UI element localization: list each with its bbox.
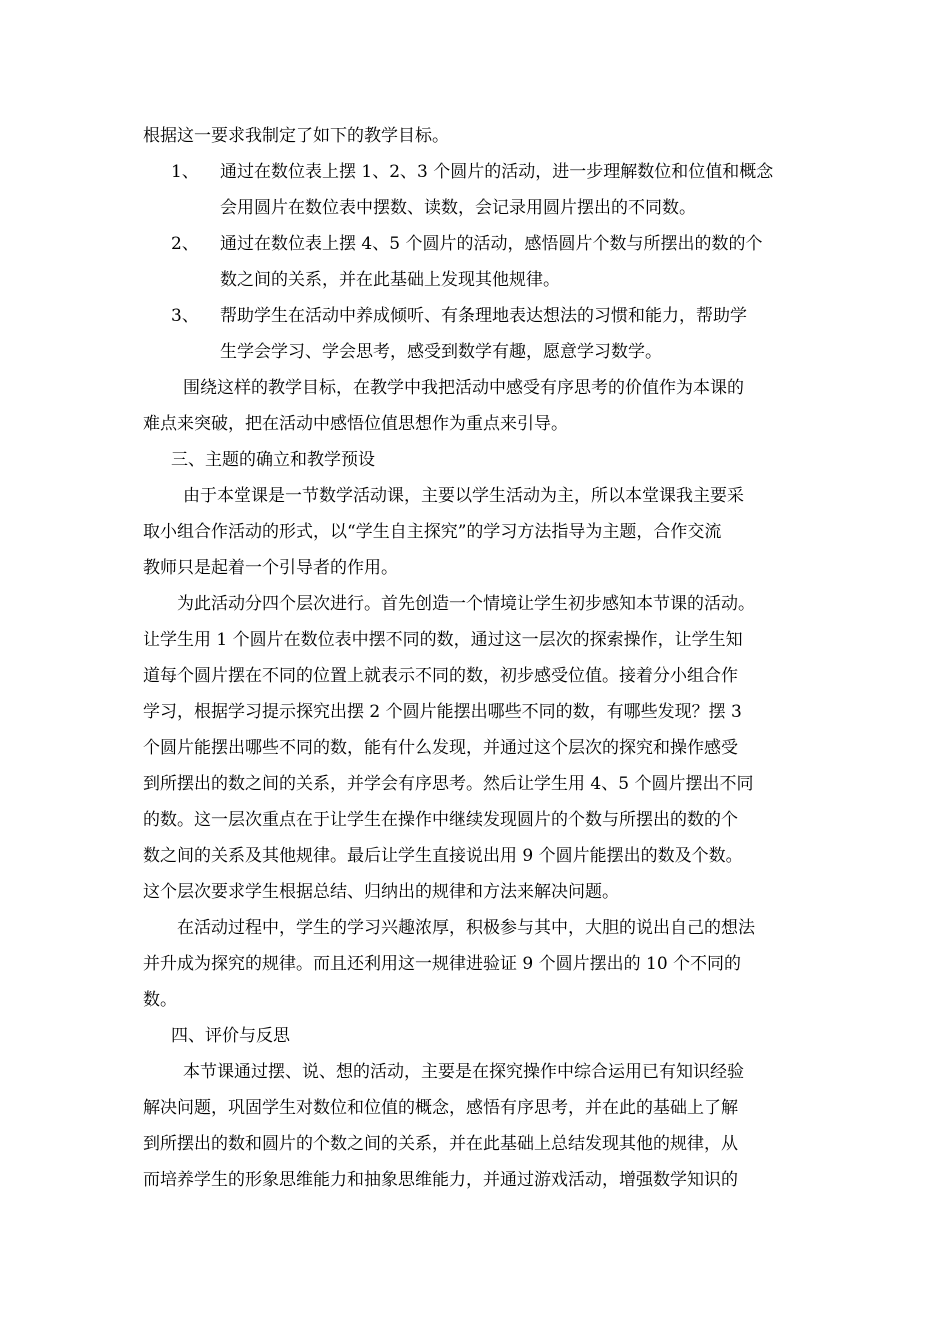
document-body [143,118,813,1198]
paragraph-line: 由于本堂课是一节数学活动课，主要以学生活动为主，所以本堂课我主要采 [183,486,744,506]
section4-paragraph-1 [143,1054,813,1198]
paragraph-line: 在活动过程中，学生的学习兴趣浓厚，积极参与其中，大胆的说出自己的想法 [177,918,755,938]
paragraph-line: 到所摆出的数和圆片的个数之间的关系，并在此基础上总结发现其他的规律，从 [143,1134,738,1154]
list-item [143,298,813,370]
list-item-text: 通过在数位表上摆 1、2、3 个圆片的活动，进一步理解数位和位值和概念 [220,162,774,182]
section3-paragraph-2 [143,586,813,910]
paragraph-line: 个圆片能摆出哪些不同的数，能有什么发现，并通过这个层次的探究和操作感受 [143,738,738,758]
goals-list [143,154,813,370]
list-item-text: 数之间的关系，并在此基础上发现其他规律。 [220,270,560,290]
paragraph-line: 的数。这一层次重点在于让学生在操作中继续发现圆片的个数与所摆出的数的个 [143,810,738,830]
paragraph-line: 数之间的关系及其他规律。最后让学生直接说出用 9 个圆片能摆出的数及个数。 [143,846,743,866]
paragraph-line: 这个层次要求学生根据总结、归纳出的规律和方法来解决问题。 [143,882,619,902]
paragraph-line: 数。 [143,990,177,1010]
paragraph-line: 并升成为探究的规律。而且还利用这一规律进验证 9 个圆片摆出的 10 个不同的 [143,954,742,974]
section-heading: 四、评价与反思 [171,1026,290,1046]
list-item-text: 会用圆片在数位表中摆数、读数，会记录用圆片摆出的不同数。 [220,198,696,218]
list-item-number: 3、 [171,306,199,326]
paragraph-line: 取小组合作活动的形式，以“学生自主探究”的学习方法指导为主题，合作交流 [143,522,722,542]
section3-paragraph-3 [143,910,813,1018]
paragraph-line: 到所摆出的数之间的关系，并学会有序思考。然后让学生用 4、5 个圆片摆出不同 [143,774,754,794]
list-item-number: 1、 [171,162,199,182]
list-item-text: 生学会学习、学会思考，感受到数学有趣，愿意学习数学。 [220,342,662,362]
paragraph-line: 教师只是起着一个引导者的作用。 [143,558,398,578]
list-item-number: 2、 [171,234,199,254]
paragraph-line: 让学生用 1 个圆片在数位表中摆不同的数，通过这一层次的探索操作，让学生知 [143,630,743,650]
section-heading: 三、主题的确立和教学预设 [171,450,375,470]
paragraph-line: 围绕这样的教学目标，在教学中我把活动中感受有序思考的价值作为本课的 [183,378,744,398]
list-item-text: 通过在数位表上摆 4、5 个圆片的活动，感悟圆片个数与所摆出的数的个 [220,234,763,254]
paragraph-line: 难点来突破，把在活动中感悟位值思想作为重点来引导。 [143,414,568,434]
paragraph-line: 学习，根据学习提示探究出摆 2 个圆片能摆出哪些不同的数，有哪些发现？摆 3 [143,702,742,722]
section3-paragraph-1 [143,478,813,586]
paragraph-line: 解决问题，巩固学生对数位和位值的概念，感悟有序思考，并在此的基础上了解 [143,1098,738,1118]
paragraph-line: 道每个圆片摆在不同的位置上就表示不同的数，初步感受位值。接着分小组合作 [143,666,738,686]
list-item [143,226,813,298]
paragraph-line: 为此活动分四个层次进行。首先创造一个情境让学生初步感知本节课的活动。 [177,594,755,614]
paragraph-line: 而培养学生的形象思维能力和抽象思维能力，并通过游戏活动，增强数学知识的 [143,1170,738,1190]
list-item-text: 帮助学生在活动中养成倾听、有条理地表达想法的习惯和能力，帮助学 [220,306,747,326]
paragraph-line: 本节课通过摆、说、想的活动，主要是在探究操作中综合运用已有知识经验 [183,1062,744,1082]
focus-paragraph [143,370,813,442]
list-item [143,154,813,226]
intro-paragraph: 根据这一要求我制定了如下的教学目标。 [143,126,449,146]
